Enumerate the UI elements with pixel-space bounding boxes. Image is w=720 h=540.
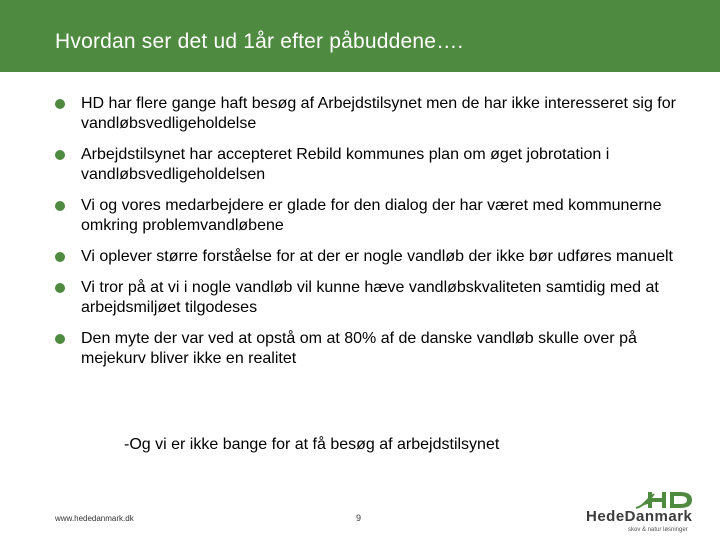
bullet-dot-icon	[55, 99, 65, 109]
title-bar	[0, 0, 720, 72]
logo-tagline: skov & natur løsninger	[628, 527, 688, 533]
bullet-list	[55, 94, 695, 380]
closing-statement: -Og vi er ikke bange for at få besøg af arbejdstilsynet	[124, 436, 500, 453]
bullet-text: Vi og vores medarbejdere er glade for den dialog der har været med kommunerne omkring problemvandløbene	[81, 197, 662, 234]
bullet-text: Vi oplever større forståelse for at der er nogle vandløb der ikke bør udføres manuelt	[81, 248, 673, 265]
bullet-text: Vi tror på at vi i nogle vandløb vil kunne hæve vandløbskvaliteten samtidig med at arbejdsmiljøet tilgodeses	[81, 279, 659, 316]
bullet-item	[55, 329, 695, 369]
bullet-dot-icon	[55, 334, 65, 344]
bullet-text: Arbejdstilsynet har accepteret Rebild kommunes plan om øget jobrotation i vandløbsvedligeholdelsen	[81, 146, 610, 183]
bullet-text: Den myte der var ved at opstå om at 80% af de danske vandløb skulle over på mejekurv bliver ikke en realitet	[81, 330, 637, 367]
bullet-item	[55, 247, 695, 267]
logo-wordmark: HedeDanmark	[586, 508, 693, 525]
bullet-text: HD har flere gange haft besøg af Arbejdstilsynet men de har ikke interesseret sig for vandløbsvedligeholdelse	[81, 95, 676, 132]
footer-url: www.hededanmark.dk	[55, 514, 134, 523]
bullet-dot-icon	[55, 201, 65, 211]
bullet-item	[55, 94, 695, 134]
bullet-dot-icon	[55, 283, 65, 293]
bullet-item	[55, 196, 695, 236]
bullet-item	[55, 145, 695, 185]
bullet-dot-icon	[55, 150, 65, 160]
hededanmark-logo	[584, 488, 704, 536]
bullet-dot-icon	[55, 252, 65, 262]
page-number: 9	[356, 513, 362, 523]
slide-title: Hvordan ser det ud 1år efter påbuddene….	[55, 30, 464, 53]
bullet-item	[55, 278, 695, 318]
